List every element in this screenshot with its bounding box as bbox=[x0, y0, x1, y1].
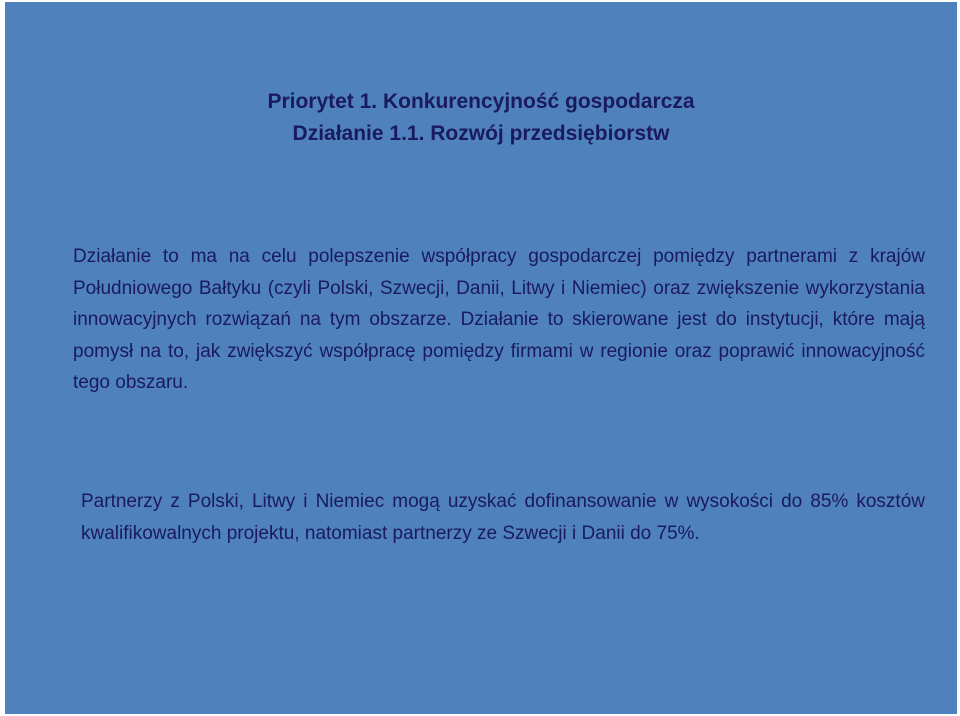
funding-paragraph: Partnerzy z Polski, Litwy i Niemiec mogą uzyskać dofinansowanie w wysokości do 85% kosztów kwalifikowalnych projektu, natomiast partnerzy ze Szwecji i Danii do 75%. bbox=[81, 491, 925, 544]
slide bbox=[5, 2, 957, 714]
priority-heading: Priorytet 1. Konkurencyjność gospodarcza bbox=[267, 90, 695, 113]
description-paragraph: Działanie to ma na celu polepszenie współpracy gospodarczej pomiędzy partnerami z krajów Południowego Bałtyku (czyli Polski, Szwecji, Danii, Litwy i Niemiec) oraz zwiększenie wykorzystania innowacyjnych rozwiązań na tym obszarze. Działanie to skierowane jest do instytucji, które mają pomysł na to, jak zwiększyć współpracę pomiędzy firmami w regionie oraz poprawić innowacyjność tego obszaru. bbox=[73, 246, 925, 393]
action-heading: Działanie 1.1. Rozwój przedsiębiorstw bbox=[292, 122, 670, 145]
